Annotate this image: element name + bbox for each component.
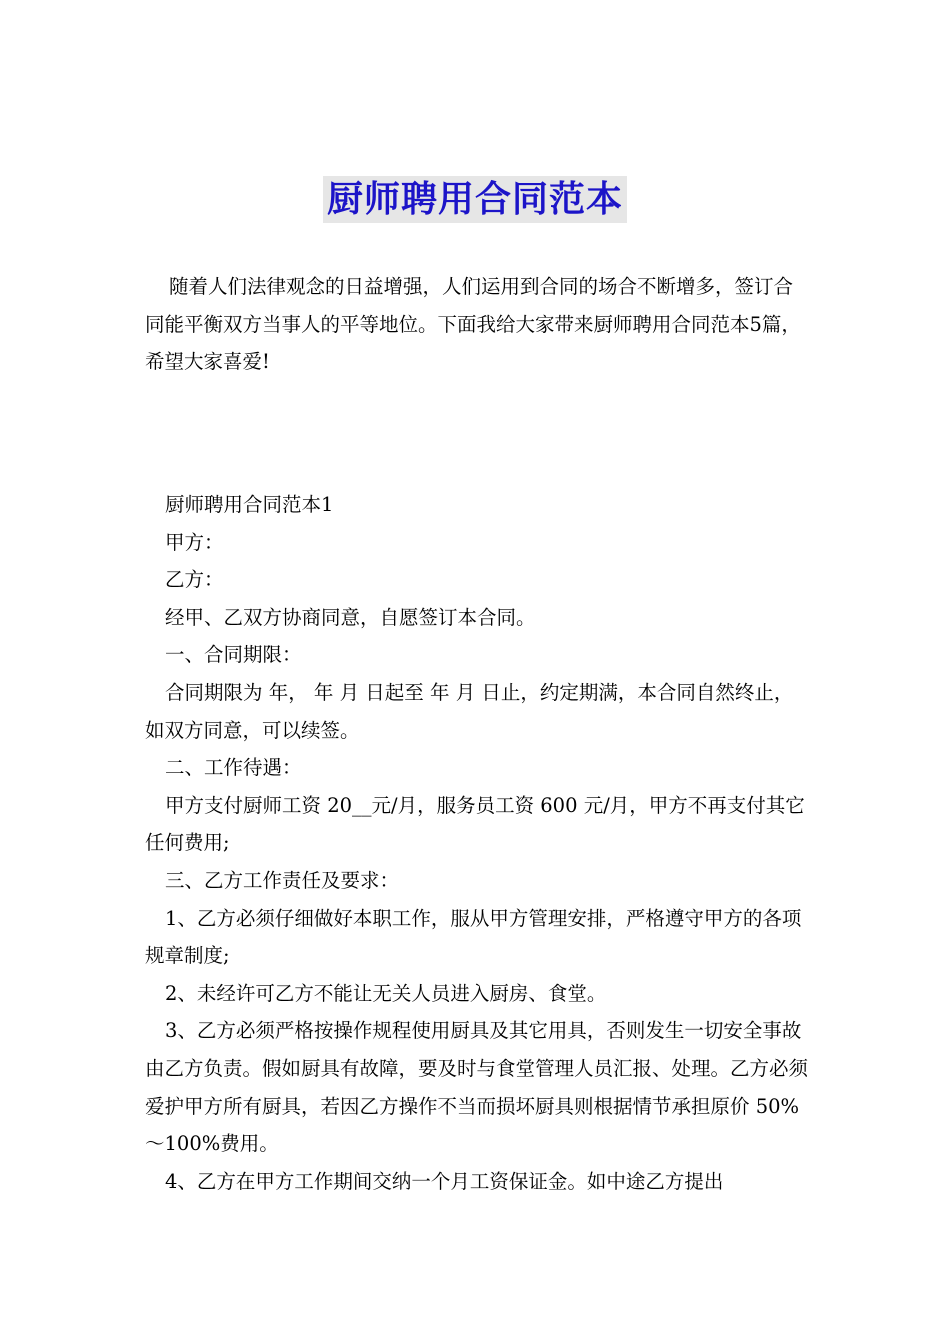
duty-item-4: 4、乙方在甲方工作期间交纳一个月工资保证金。如中途乙方提出 [165,1169,724,1193]
clause-term-text: 合同期限为 年， 年 月 日起至 年 月 日止，约定期满，本合同自然终止，如双方同意，可以续签。 [145,680,794,742]
duty-item-3: 3、乙方必须严格按操作规程使用厨具及其它用具，否则发生一切安全事故由乙方负责。假如厨具有故障，要及时与食堂管理人员汇报、处理。乙方必须爱护甲方所有厨具，若因乙方操作不当而损坏厨具则根据情节承担原价 50%～100%费用。 [145,1019,809,1156]
clause-pay-text: 甲方支付厨师工资 20__元/月，服务员工资 600 元/月，甲方不再支付其它任何费用; [145,793,805,855]
intro-paragraph: 随着人们法律观念的日益增强，人们运用到合同的场合不断增多，签订合同能平衡双方当事人的平等地位。下面我给大家带来厨师聘用合同范本5篇，希望大家喜爱! [145,275,801,374]
contract-body [145,486,810,1200]
document-title: 厨师聘用合同范本 [323,176,627,223]
clause-heading-term: 一、合同期限： [165,643,302,667]
clause-heading-pay: 二、工作待遇： [165,756,302,780]
title-container [0,176,950,223]
party-a-line: 甲方： [165,530,224,554]
duty-item-2: 2、未经许可乙方不能让无关人员进入厨房、食堂。 [165,981,607,1005]
agreement-statement: 经甲、乙双方协商同意，自愿签订本合同。 [165,605,536,629]
party-b-line: 乙方： [165,568,224,592]
clause-heading-duties: 三、乙方工作责任及要求： [165,868,400,892]
section-heading: 厨师聘用合同范本1 [165,493,334,516]
duty-item-1: 1、乙方必须仔细做好本职工作，服从甲方管理安排，严格遵守甲方的各项规章制度; [145,906,802,968]
